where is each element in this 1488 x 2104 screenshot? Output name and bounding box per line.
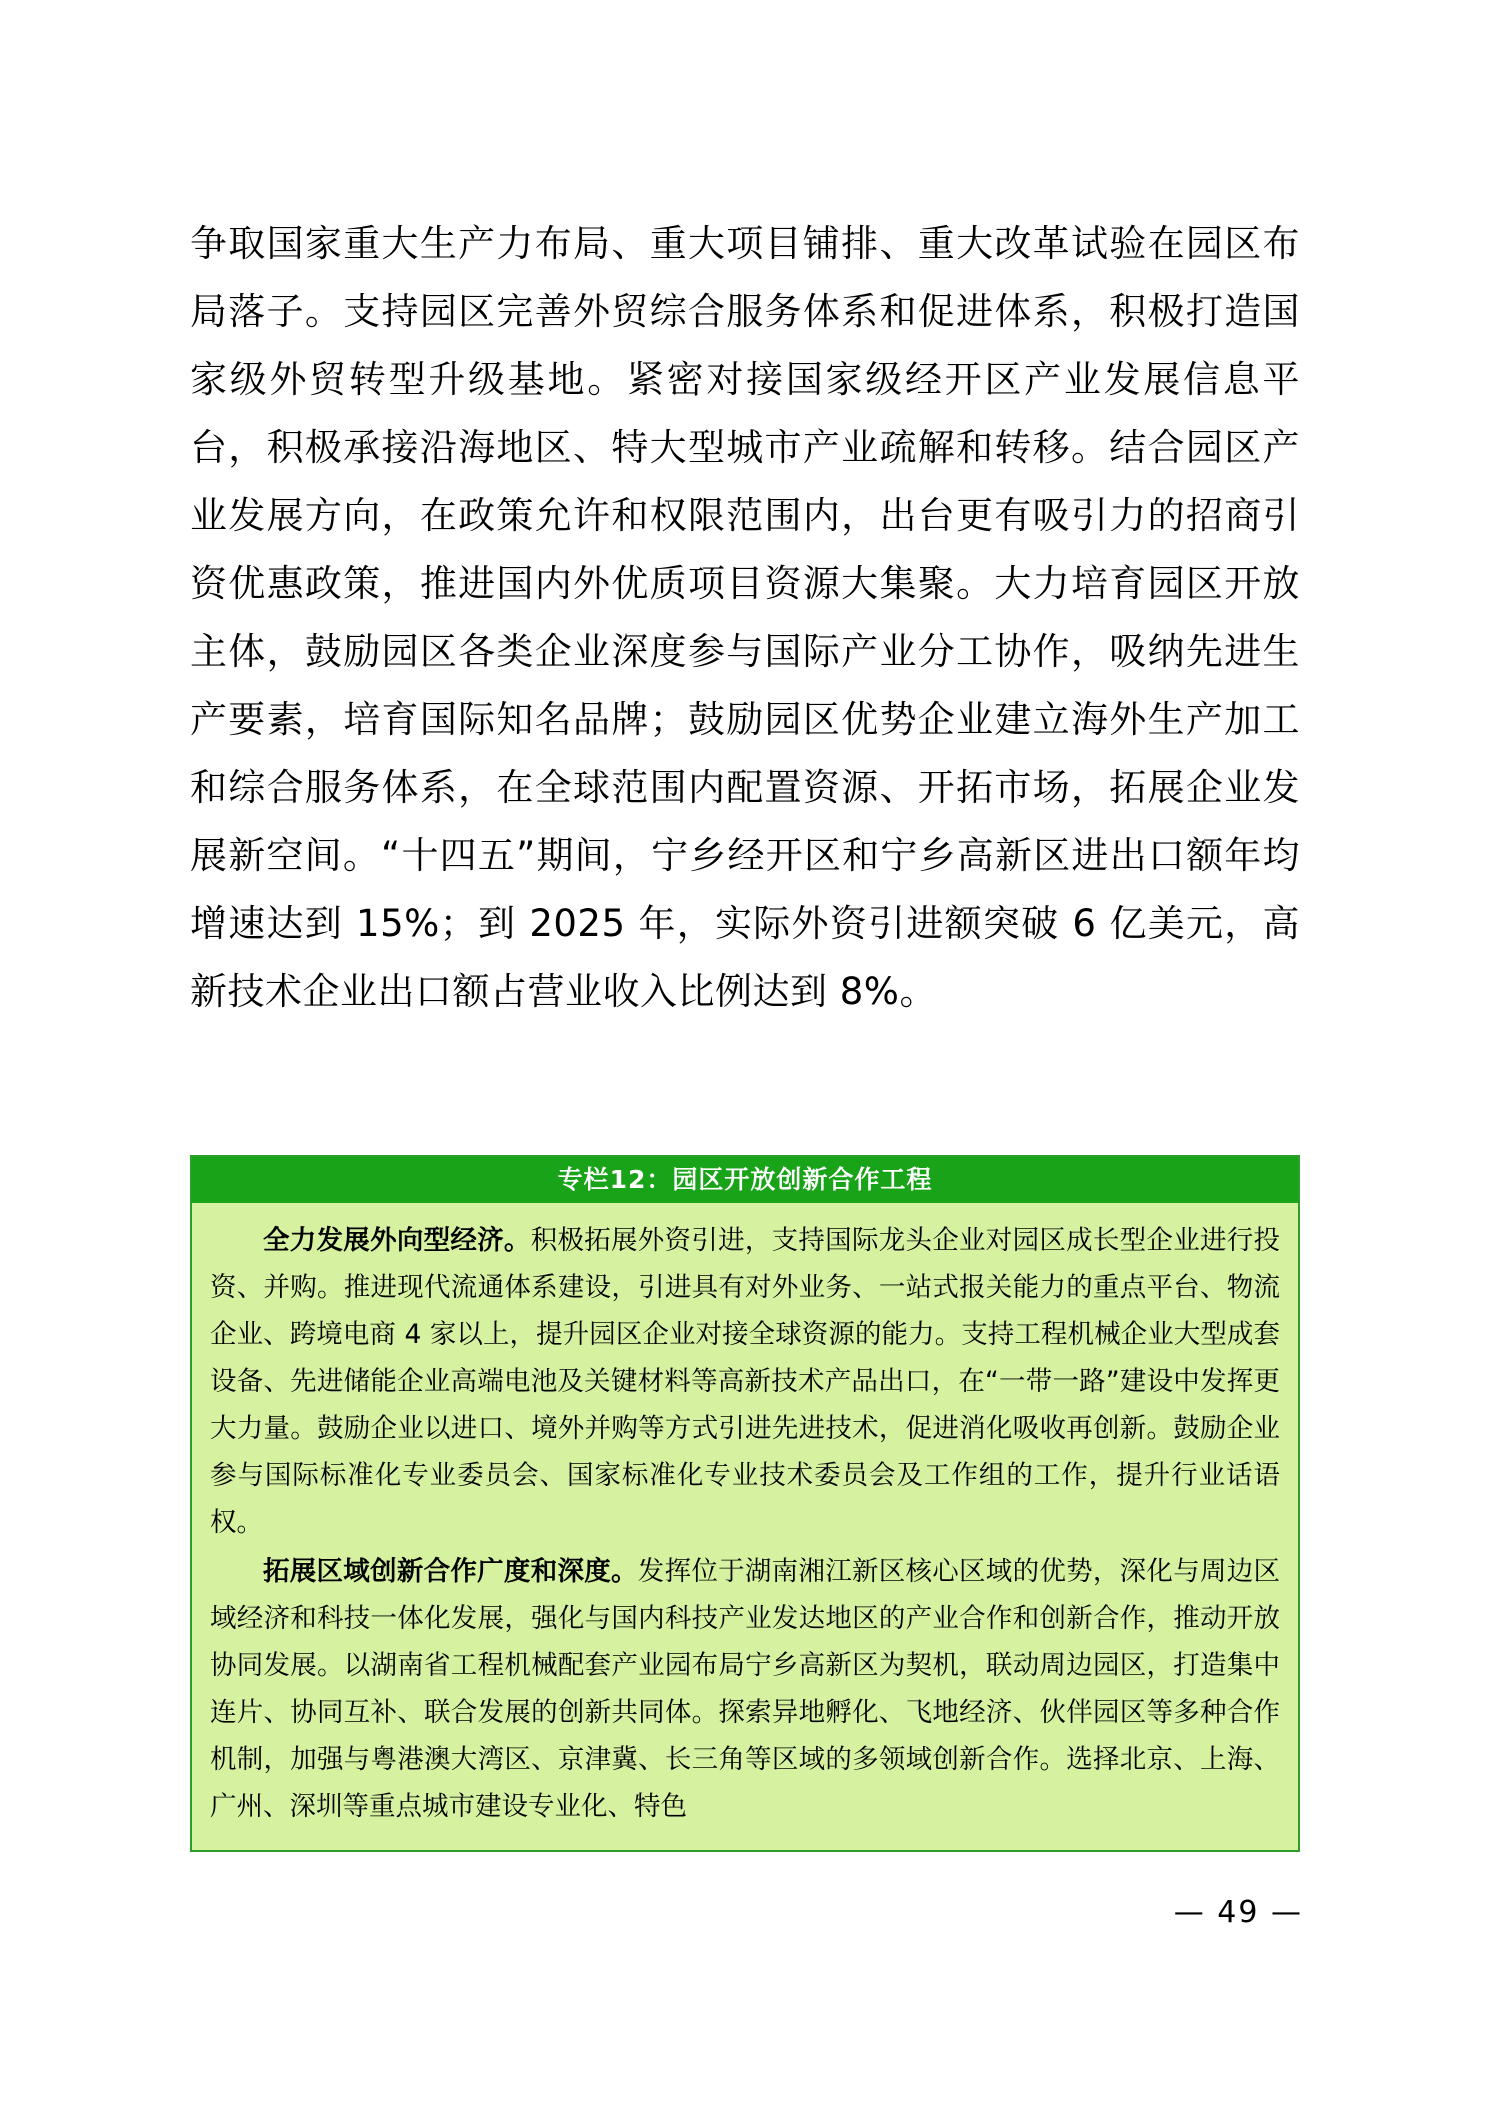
callout-paragraph-2: [210, 1548, 1280, 1830]
callout-box-column-12: [190, 1155, 1300, 1852]
callout-title: 专栏12：园区开放创新合作工程: [192, 1157, 1298, 1203]
callout-paragraph-2-lead: 拓展区域创新合作广度和深度。: [263, 1556, 638, 1587]
body-paragraph: 争取国家重大生产力布局、重大项目铺排、重大改革试验在园区布局落子。支持园区完善外贸综合服务体系和促进体系，积极打造国家级外贸转型升级基地。紧密对接国家级经开区产业发展信息平台，积极承接沿海地区、特大型城市产业疏解和转移。结合园区产业发展方向，在政策允许和权限范围内，出台更有吸引力的招商引资优惠政策，推进国内外优质项目资源大集聚。大力培育园区开放主体，鼓励园区各类企业深度参与国际产业分工协作，吸纳先进生产要素，培育国际知名品牌；鼓励园区优势企业建立海外生产加工和综合服务体系，在全球范围内配置资源、开拓市场，拓展企业发展新空间。“十四五”期间，宁乡经开区和宁乡高新区进出口额年均增速达到 15%；到 2025 年，实际外资引进额突破 6 亿美元，高新技术企业出口额占营业收入比例达到 8%。: [190, 222, 1300, 1013]
callout-paragraph-1: [210, 1217, 1280, 1546]
callout-paragraph-1-text: 积极拓展外资引进，支持国际龙头企业对园区成长型企业进行投资、并购。推进现代流通体系建设，引进具有对外业务、一站式报关能力的重点平台、物流企业、跨境电商 4 家以上，提升园区企业对接全球资源的能力。支持工程机械企业大型成套设备、先进储能企业高端电池及关键材料等高新技术产品出口，在“一带一路”建设中发挥更大力量。鼓励企业以进口、境外并购等方式引进先进技术，促进消化吸收再创新。鼓励企业参与国际标准化专业委员会、国家标准化专业技术委员会及工作组的工作，提升行业话语权。: [210, 1225, 1281, 1538]
callout-paragraph-2-text: 发挥位于湖南湘江新区核心区域的优势，深化与周边区域经济和科技一体化发展，强化与国内科技产业发达地区的产业合作和创新合作，推动开放协同发展。以湖南省工程机械配套产业园布局宁乡高新区为契机，联动周边园区，打造集中连片、协同互补、联合发展的创新共同体。探索异地孵化、飞地经济、伙伴园区等多种合作机制，加强与粤港澳大湾区、京津冀、长三角等区域的多领域创新合作。选择北京、上海、广州、深圳等重点城市建设专业化、特色: [210, 1556, 1281, 1822]
callout-paragraph-1-lead: 全力发展外向型经济。: [263, 1225, 531, 1256]
callout-body: [192, 1203, 1298, 1850]
page-number: — 49 —: [1173, 1895, 1303, 1930]
